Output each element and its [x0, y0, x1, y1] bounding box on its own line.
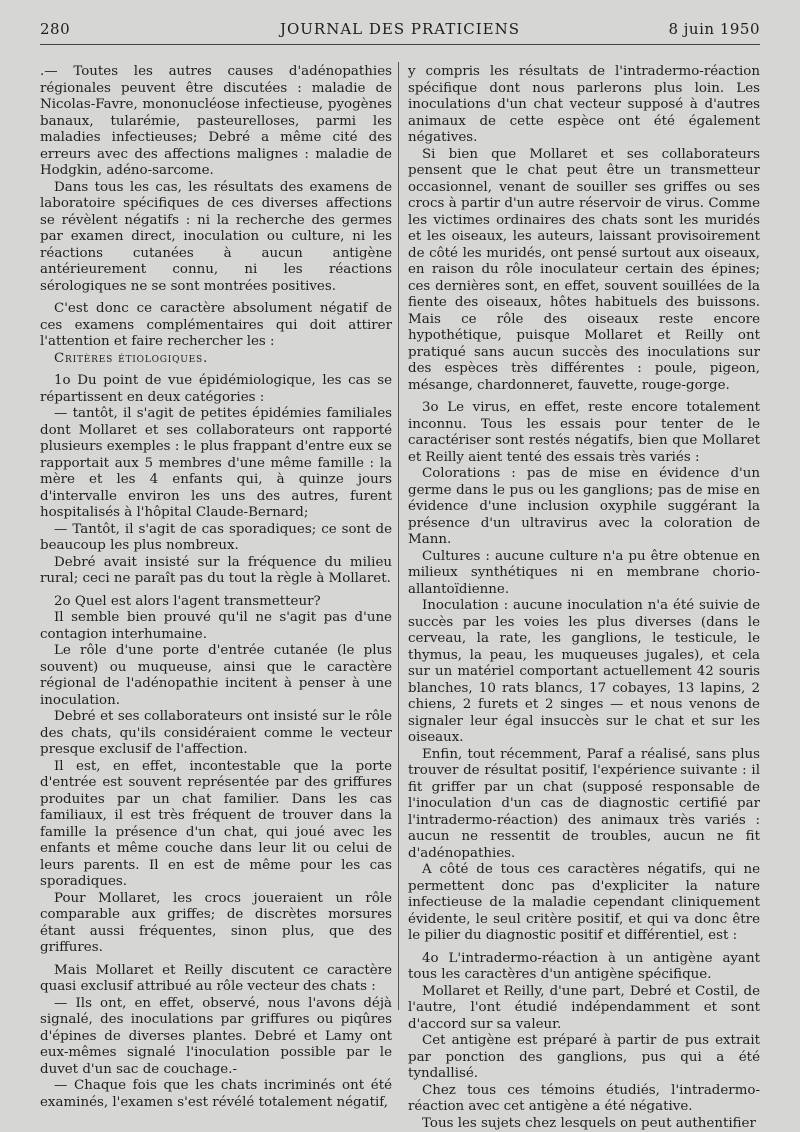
- running-header: [40, 18, 760, 45]
- paragraph: — Tantôt, il s'agit de cas sporadiques; ce sont de beaucoup les plus nombreux.: [40, 522, 392, 555]
- paragraph: Debré avait insisté sur la fréquence du milieu rural; ceci ne paraît pas du tout la règle à Mollaret.: [40, 555, 392, 588]
- journal-title: JOURNAL DES PRATICIENS: [40, 20, 760, 38]
- paragraph: Inoculation : aucune inoculation n'a été suivie de succès par les voies les plus diverses (dans le cerveau, la rate, les ganglions, le testicule, le thymus, la peau, les muqueuses jugales), et cela sur un matériel comportant actuellement 42 souris blanches, 10 rats blancs, 17 cobayes, 13 lapins, 2 chiens, 2 furets et 2 singes — et nous venons de signaler leur égal insuccès sur le chat et sur les oiseaux.: [408, 598, 760, 747]
- paragraph: Si bien que Mollaret et ses collaborateurs pensent que le chat peut être un transmetteur occasionnel, venant de souiller ses griffes ou ses crocs à partir d'un autre réservoir de virus. Comme les victimes ordinaires des chats sont les muridés et les oiseaux, les auteurs, laissant provisoirement de côté les muridés, ont pensé surtout aux oiseaux, en raison du rôle inoculateur certain des épines; ces dernières sont, en effet, souvent souillées de la fiente des oiseaux, hôtes habituels des buissons. Mais ce rôle des oiseaux reste encore hypothétique, puisque Mollaret et Reilly ont pratiqué sans aucun succès des inoculations sur des espèces très différentes : poule, pigeon, mésange, chardonneret, fauvette, rouge-gorge.: [408, 147, 760, 395]
- right-column: [408, 64, 760, 1132]
- section-heading: Critères étiologiques.: [40, 351, 392, 368]
- paragraph: — tantôt, il s'agit de petites épidémies familiales dont Mollaret et ses collaborateurs ont rapporté plusieurs exemples : le plus frappant d'entre eux se rapportait aux 5 membres d'une même famille : la mère et les 4 enfants qui, à quinze jours d'intervalle environ les uns des autres, furent hospitalisés à l'hôpital Claude-Bernard;: [40, 406, 392, 522]
- paragraph: Tous les sujets chez lesquels on peut authentifier: [408, 1116, 760, 1132]
- paragraph: Mais Mollaret et Reilly discutent ce caractère quasi exclusif attribué au rôle vecteur des chats :: [40, 963, 392, 996]
- paragraph: Il est, en effet, incontestable que la porte d'entrée est souvent représentée par des griffures produites par un chat familier. Dans les cas familiaux, il est très fréquent de trouver dans la famille la présence d'un chat, qui joué avec les enfants et même couche dans leur lit ou celui de leurs parents. Il en est de même pour les cas sporadiques.: [40, 759, 392, 891]
- paragraph: Colorations : pas de mise en évidence d'un germe dans le pus ou les ganglions; pas de mise en évidence d'une inclusion oxyphile suggérant la présence d'un ultravirus avec la coloration de Mann.: [408, 466, 760, 549]
- column-divider: [398, 62, 399, 1010]
- paragraph: Le rôle d'une porte d'entrée cutanée (le plus souvent) ou muqueuse, ainsi que le caractère régional de l'adénopathie incitent à penser à une inoculation.: [40, 643, 392, 709]
- left-column: [40, 64, 392, 1111]
- paragraph: C'est donc ce caractère absolument négatif de ces examens complémentaires qui doit attirer l'attention et faire rechercher les :: [40, 301, 392, 351]
- paragraph: Debré et ses collaborateurs ont insisté sur le rôle des chats, qu'ils considéraient comme le vecteur presque exclusif de l'affection.: [40, 709, 392, 759]
- issue-date: 8 juin 1950: [668, 20, 760, 38]
- page-number: 280: [40, 20, 70, 38]
- paragraph: Enfin, tout récemment, Paraf a réalisé, sans plus trouver de résultat positif, l'expérience suivante : il fit griffer par un chat (supposé responsable de l'inoculation d'un cas de diagnostic certifié par l'intradermo-réaction) des animaux très variés : aucun ne ressentit de troubles, aucun ne fit d'adénopathies.: [408, 747, 760, 863]
- paragraph: Chez tous ces témoins étudiés, l'intradermo-réaction avec cet antigène a été négative.: [408, 1083, 760, 1116]
- paragraph: — Ils ont, en effet, observé, nous l'avons déjà signalé, des inoculations par griffures ou piqûres d'épines de diverses plantes. Debré et Lamy ont eux-mêmes signalé l'inoculation possible par le duvet d'un sac de couchage.-: [40, 996, 392, 1079]
- paragraph: Pour Mollaret, les crocs joueraient un rôle comparable aux griffes; de discrètes morsures étant aussi fréquentes, sinon plus, que des griffures.: [40, 891, 392, 957]
- paragraph: Cultures : aucune culture n'a pu être obtenue en milieux synthétiques ni en membrane chorio-allantoïdienne.: [408, 549, 760, 599]
- paragraph: 3o Le virus, en effet, reste encore totalement inconnu. Tous les essais pour tenter de le caractériser sont restés négatifs, bien que Mollaret et Reilly aient tenté des essais très variés :: [408, 400, 760, 466]
- paragraph: — Chaque fois que les chats incriminés ont été examinés, l'examen s'est révélé totalement négatif,: [40, 1078, 392, 1111]
- paragraph: Dans tous les cas, les résultats des examens de laboratoire spécifiques de ces diverses affections se révèlent négatifs : ni la recherche des germes par examen direct, inoculation ou culture, ni les réactions cutanées à aucun antigène antérieurement connu, ni les réactions sérologiques ne se sont montrées positives.: [40, 180, 392, 296]
- paragraph: .— Toutes les autres causes d'adénopathies régionales peuvent être discutées : maladie de Nicolas-Favre, mononucléose infectieuse, pyogènes banaux, tularémie, pasteurelloses, parmi les maladies infectieuses; Debré a même cité des erreurs avec des affections malignes : maladie de Hodgkin, adéno-sarcome.: [40, 64, 392, 180]
- paragraph: Mollaret et Reilly, d'une part, Debré et Costil, de l'autre, l'ont étudié indépendamment et sont d'accord sur sa valeur.: [408, 984, 760, 1034]
- paragraph: 1o Du point de vue épidémiologique, les cas se répartissent en deux catégories :: [40, 373, 392, 406]
- paragraph: 4o L'intradermo-réaction à un antigène ayant tous les caractères d'un antigène spécifique.: [408, 951, 760, 984]
- paragraph: 2o Quel est alors l'agent transmetteur?: [40, 594, 392, 611]
- paragraph: Cet antigène est préparé à partir de pus extrait par ponction des ganglions, pus qui a été tyndallisé.: [408, 1033, 760, 1083]
- paragraph: Il semble bien prouvé qu'il ne s'agit pas d'une contagion interhumaine.: [40, 610, 392, 643]
- paragraph: A côté de tous ces caractères négatifs, qui ne permettent donc pas d'expliciter la nature infectieuse de la maladie cependant cliniquement évidente, le seul critère positif, et qui va donc être le pilier du diagnostic positif et différentiel, est :: [408, 862, 760, 945]
- paragraph: y compris les résultats de l'intradermo-réaction spécifique dont nous parlerons plus loin. Les inoculations d'un chat vecteur supposé à d'autres animaux de cette espèce ont été également négatives.: [408, 64, 760, 147]
